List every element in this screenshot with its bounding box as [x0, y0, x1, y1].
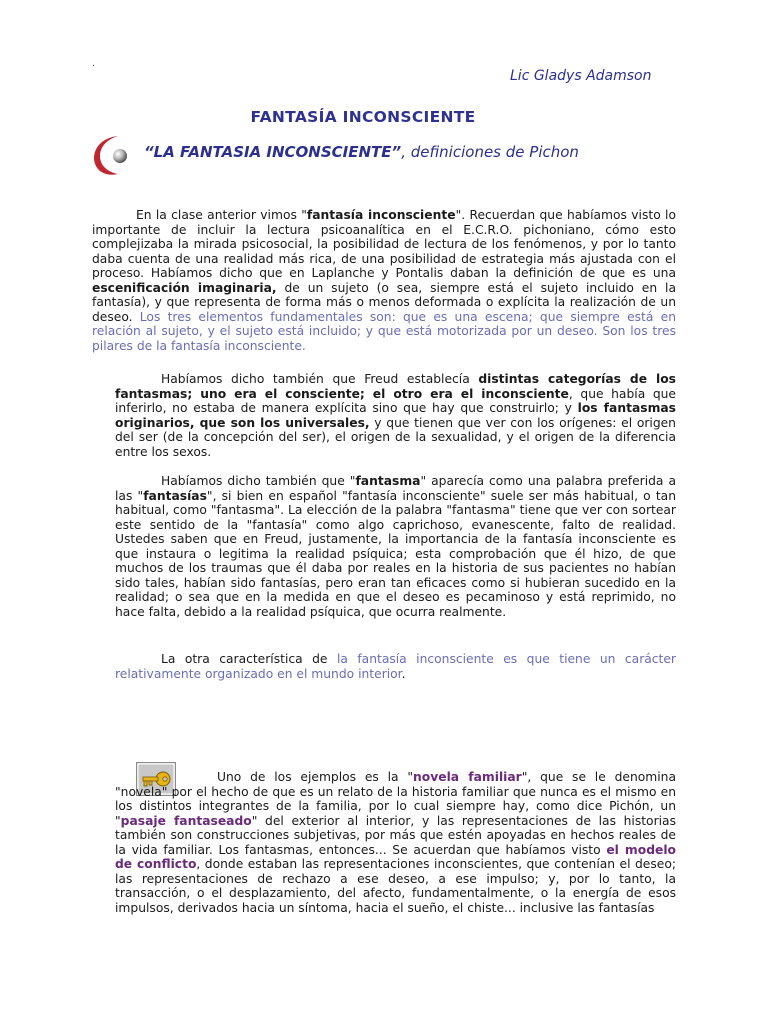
author-name: Lic Gladys Adamson [510, 68, 652, 84]
highlighted-term: el modelo de conflicto [115, 842, 677, 871]
highlighted-term: novela familiar [413, 770, 522, 784]
stray-dot: . [92, 58, 96, 69]
subtitle-rest: , definiciones de Pichon [401, 143, 579, 161]
highlighted-text: la fantasía inconsciente es que tiene un carácter relativamente organizado en el mundo interior [115, 652, 676, 681]
highlighted-term: pasaje fantaseado [120, 813, 252, 828]
highlighted-text: Los tres elementos fundamentales son: que es una escena; que siempre está en relación al sujeto, y el sujeto está incluido; y que está motorizada por un deseo. Son los tres pilares de la fantasía inconsciente. [92, 309, 676, 353]
subtitle-quote: “LA FANTASIA INCONSCIENTE” [144, 143, 402, 161]
swoosh-logo-icon [88, 132, 136, 180]
paragraph-1: En la clase anterior vimos "fantasía inconsciente". Recuerdan que habíamos visto lo importante de incluir la lectura psicoanalítica en el E.C.R.O. pichoniano, cómo esto complejizaba la mirada psicosocial, la posibilidad de lectura de los fenómenos, y por lo tanto daba cuenta de una realidad más rica, de una posibilidad de estrategia más ajustada con el proceso. Habíamos dicho que en Laplanche y Pontalis daban la definición de que es una escenificación imaginaria, de un sujeto (o sea, siempre está el sujeto incluido en la fantasía), y que representa de forma más o menos deformada o explícita la realización de un deseo. Los tres elementos fundamentales son: que es una escena; que siempre está en relación al sujeto, y el sujeto está incluido; y que está motorizada por un deseo. Son los tres pilares de la fantasía inconsciente. [92, 208, 677, 353]
page-title: FANTASÍA INCONSCIENTE [250, 108, 476, 126]
paragraph-5: Uno de los ejemplos es la "novela familiar", que se le denomina "novela" por el hecho de que es un relato de la historia familiar que nunca es el mismo en los distintos integrantes de la familia, por lo cual siempre hay, como dice Pichón, un "pasaje fantaseado" del exterior al interior, y las representaciones de las historias también son construcciones subjetivas, por más que estén apoyadas en hechos reales de la vida familiar. Los fantasmas, entonces... Se acuerdan que habíamos visto el modelo de conflicto, donde estaban las representaciones inconscientes, que contenían el deseo; las representaciones de rechazo a ese deseo, a ese impulso; y, por lo tanto, la transacción, o el desplazamiento, del afecto, fundamentalmente, o la energía de esos impulsos, derivados hacia un síntoma, hacia el sueño, el chiste... inclusive las fantasías [115, 770, 677, 915]
subtitle [144, 143, 579, 161]
paragraph-4: La otra característica de la fantasía inconsciente es que tiene un carácter relativamente organizado en el mundo interior. [115, 652, 676, 681]
paragraph-2: Habíamos dicho también que Freud establecía distintas categorías de los fantasmas; uno era el consciente; el otro era el inconsciente, que había que inferirlo, no estaba de manera explícita sino que hay que construirlo; y los fantasmas originarios, que son los universales, y que tienen que ver con los orígenes: el origen del ser (de la concepción del ser), el origen de la sexualidad, y el origen de la diferencia entre los sexos. [115, 372, 676, 459]
paragraph-3: Habíamos dicho también que "fantasma" aparecía como una palabra preferida a las "fantasías", si bien en español "fantasía inconsciente" suele ser más habitual, o tan habitual, como "fantasma". La elección de la palabra "fantasma" tiene que ver con sortear este sentido de la "fantasía" como algo caprichoso, evanescente, falto de realidad. Ustedes saben que en Freud, justamente, la importancia de la fantasía inconsciente es que instaura o legitima la realidad psíquica; esta comprobación que él hizo, de que muchos de los traumas que él daba por reales en la historia de sus pacientes no habían sido tales, habían sido fantasías, pero eran tan eficaces como si hubieran sucedido en la realidad; o sea que en la medida en que el deseo es pecaminoso y está reprimido, no hace falta, debido a la realidad psíquica, que ocurra realmente. [115, 474, 676, 619]
